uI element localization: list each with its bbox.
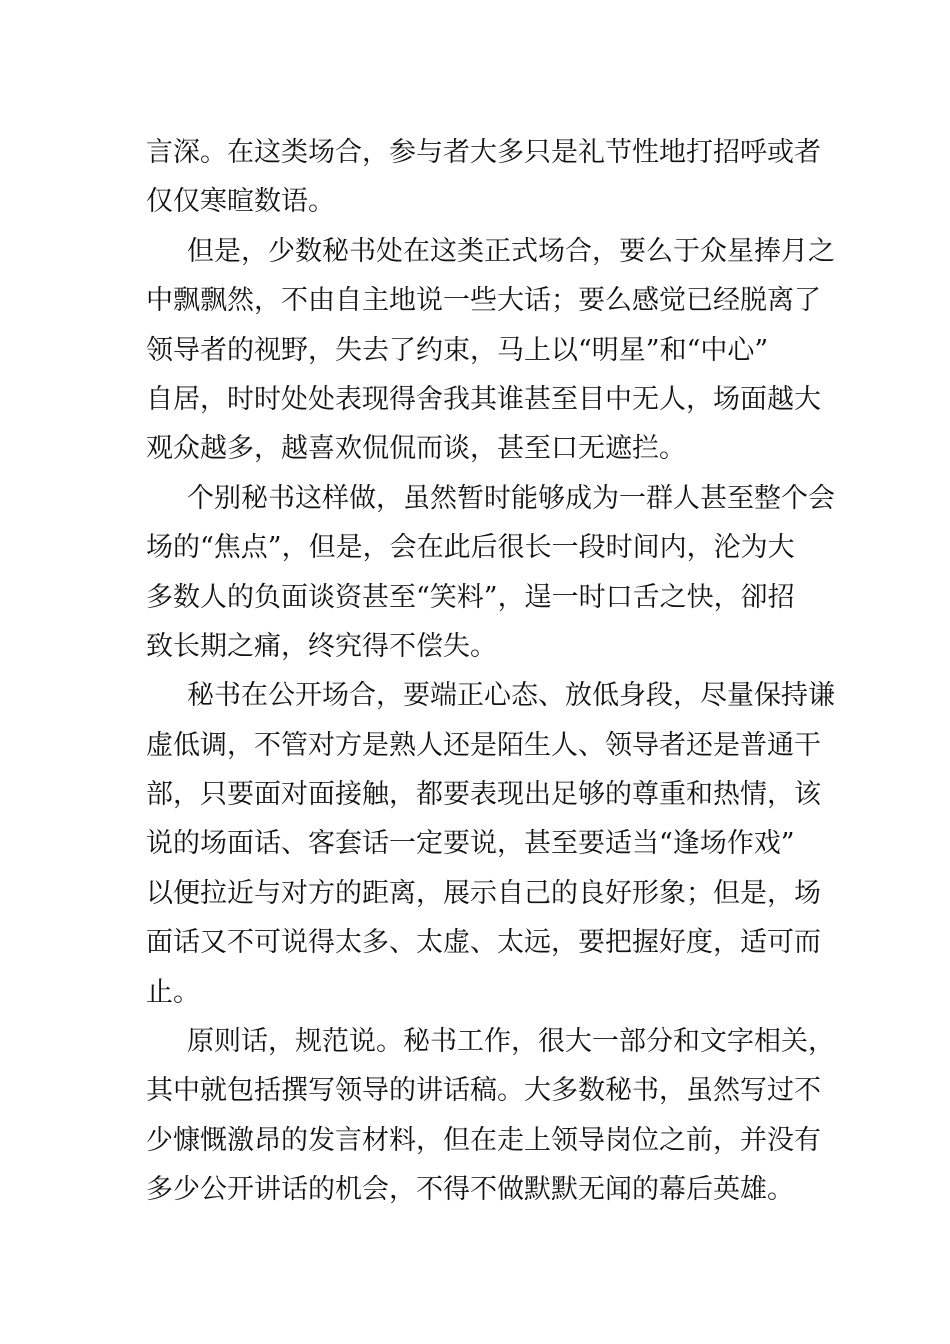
text-line: 观众越多，越喜欢侃侃而谈，甚至口无遮拦。	[146, 433, 686, 465]
text-line: 多少公开讲话的机会，不得不做默默无闻的幕后英雄。	[146, 1174, 794, 1206]
text-line: 仅仅寒暄数语。	[146, 186, 335, 218]
text-line: 面话又不可说得太多、太虚、太远，要把握好度，适可而	[146, 927, 821, 959]
text-line: 止。	[146, 976, 200, 1008]
text-line: 言深。在这类场合，参与者大多只是礼节性地打招呼或者	[146, 137, 821, 168]
body-text	[146, 128, 835, 1215]
paragraph-start-line: 秘书在公开场合，要端正心态、放低身段，尽量保持谦	[187, 680, 835, 712]
text-line: 多数人的负面谈资甚至“笑料”，逞一时口舌之快，卻招	[146, 581, 795, 613]
text-line: 部，只要面对面接触，都要表现出足够的尊重和热情，该	[146, 779, 821, 811]
text-line: 虚低调，不管对方是熟人还是陌生人、领导者还是普通干	[146, 729, 821, 761]
text-line: 少慷慨激昂的发言材料，但在走上领导岗位之前，并没有	[146, 1124, 821, 1156]
text-line: 自居，时时处处表现得舍我其谁甚至目中无人，场面越大	[146, 383, 821, 415]
text-line: 以便拉近与对方的距离，展示自己的良好形象；但是，场	[146, 877, 821, 909]
text-line: 中飘飘然，不由自主地说一些大话；要么感觉已经脱离了	[146, 285, 821, 317]
text-line: 其中就包括撰写领导的讲话稿。大多数秘书，虽然写过不	[146, 1075, 821, 1107]
text-line: 场的“焦点”，但是，会在此后很长一段时间内，沦为大	[146, 532, 795, 564]
paragraph-start-line: 个别秘书这样做，虽然暂时能够成为一群人甚至整个会	[187, 482, 835, 514]
text-line: 说的场面话、客套话一定要说，甚至要适当“逢场作戏”	[146, 828, 795, 860]
text-line: 领导者的视野，失去了约束，马上以“明星”和“中心”	[146, 334, 769, 366]
paragraph-start-line: 但是，少数秘书处在这类正式场合，要么于众星捧月之	[187, 235, 835, 267]
paragraph-start-line: 原则话，规范说。秘书工作，很大一部分和文字相关，	[187, 1026, 835, 1058]
text-line: 致长期之痛，终究得不偿失。	[146, 630, 497, 662]
